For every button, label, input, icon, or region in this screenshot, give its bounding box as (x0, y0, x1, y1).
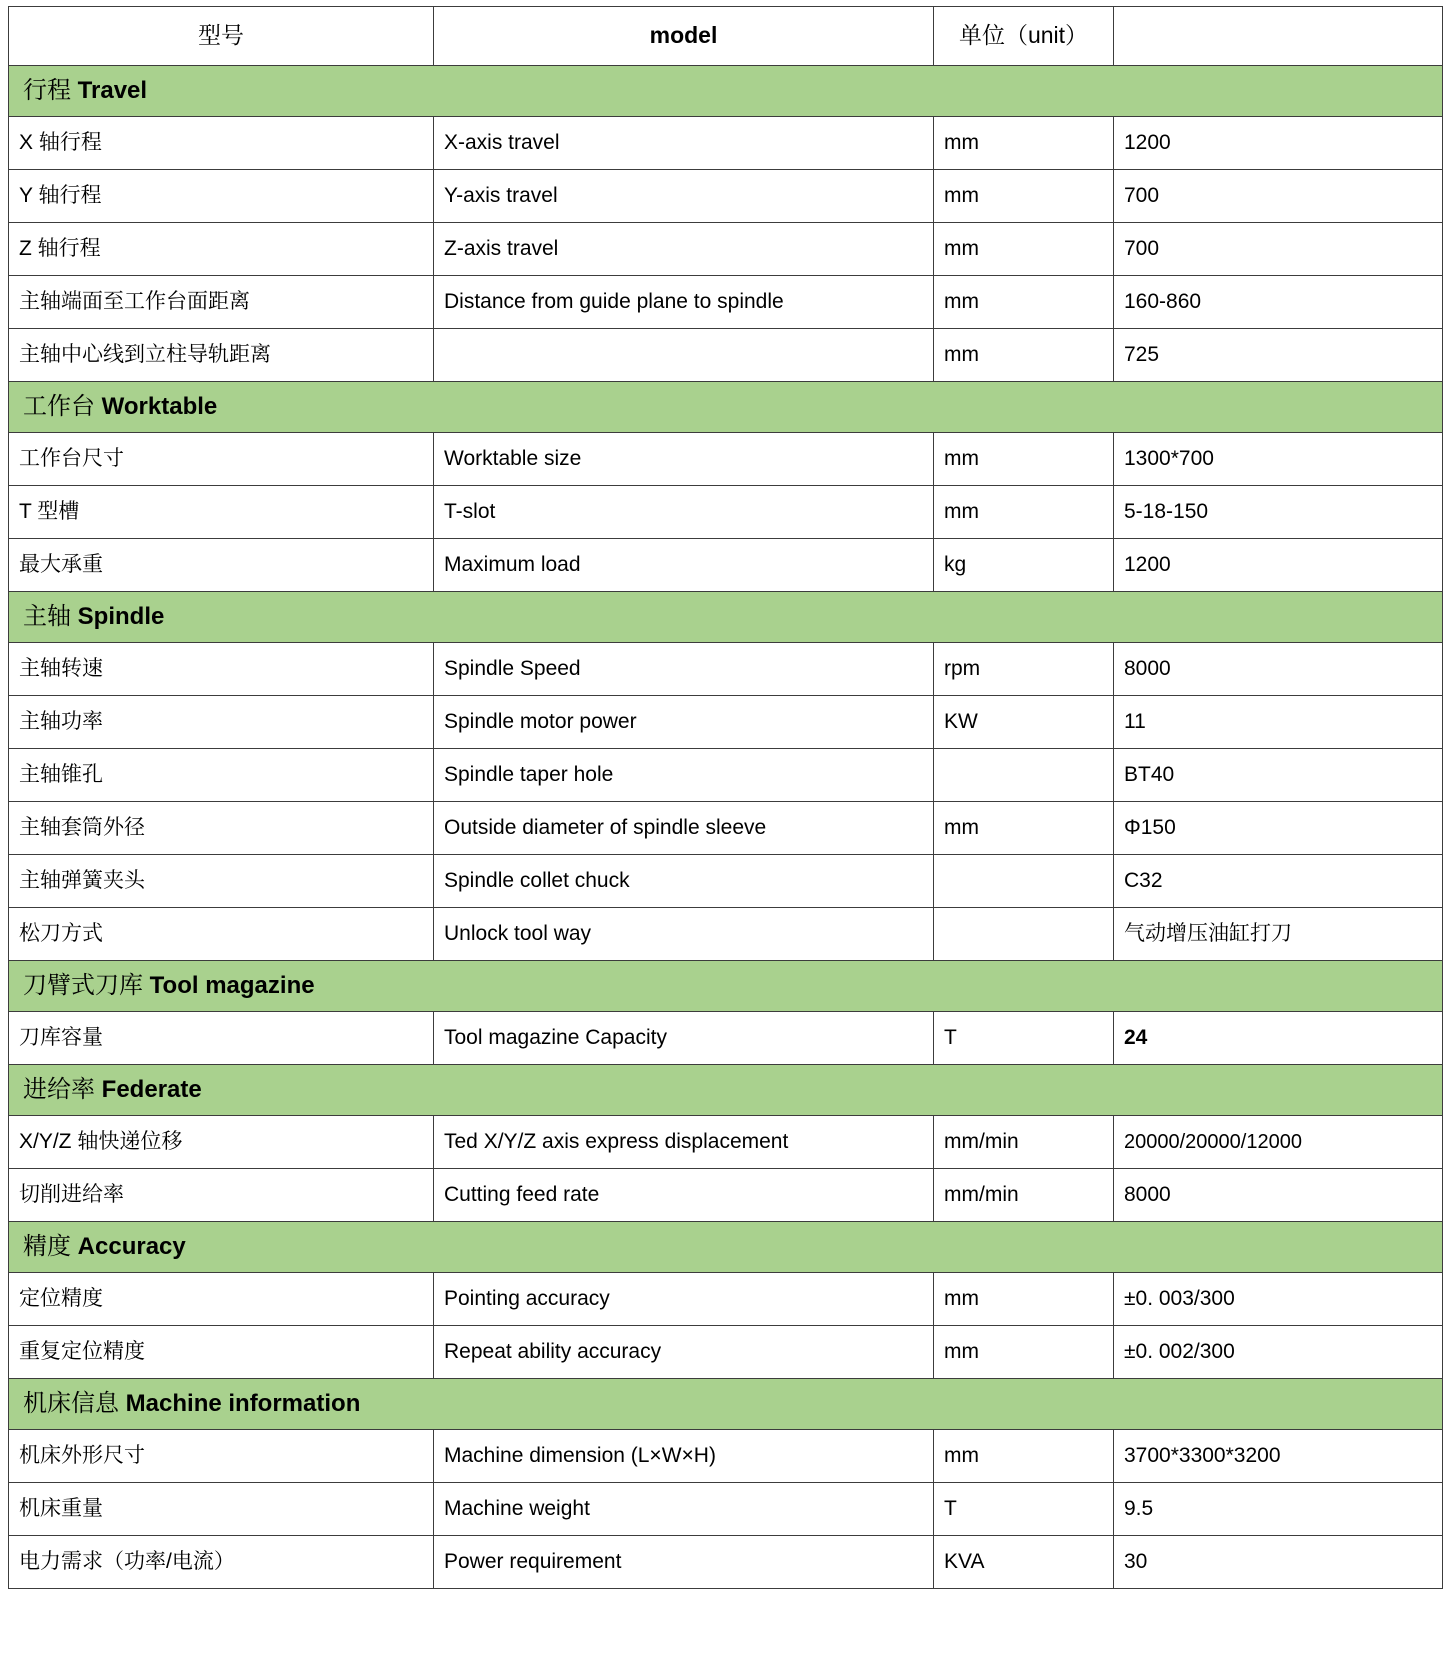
table-row (9, 1116, 1443, 1169)
table-row (9, 696, 1443, 749)
spec-name-en: Spindle Speed (434, 643, 934, 696)
spec-unit: KW (934, 696, 1114, 749)
spec-unit: KVA (934, 1536, 1114, 1589)
table-row (9, 1430, 1443, 1483)
spec-name-cn: 机床重量 (9, 1483, 434, 1536)
table-row (9, 749, 1443, 802)
spec-name-en: Y-axis travel (434, 170, 934, 223)
spec-name-cn: 主轴套筒外径 (9, 802, 434, 855)
section-title-cn: 行程 (23, 76, 71, 104)
section-title-cn: 机床信息 (23, 1389, 119, 1417)
table-row (9, 643, 1443, 696)
spec-value: ±0. 002/300 (1114, 1326, 1443, 1379)
specification-table (8, 6, 1443, 1589)
spec-value: 20000/20000/12000 (1114, 1116, 1443, 1169)
spec-name-cn: 主轴端面至工作台面距离 (9, 276, 434, 329)
table-row (9, 908, 1443, 961)
spec-value: ±0. 003/300 (1114, 1273, 1443, 1326)
header-value (1114, 7, 1443, 66)
spec-name-cn: 重复定位精度 (9, 1326, 434, 1379)
spec-unit: T (934, 1012, 1114, 1065)
section-header-row (9, 592, 1443, 643)
table-row (9, 117, 1443, 170)
section-title (9, 1379, 1443, 1430)
spec-name-en: Spindle motor power (434, 696, 934, 749)
table-row (9, 1012, 1443, 1065)
spec-value: Φ150 (1114, 802, 1443, 855)
section-title-en: Accuracy (77, 1232, 186, 1260)
section-title (9, 382, 1443, 433)
spec-name-cn: 主轴转速 (9, 643, 434, 696)
spec-unit: mm (934, 223, 1114, 276)
spec-value: 9.5 (1114, 1483, 1443, 1536)
section-title-cn: 工作台 (23, 392, 95, 420)
section-title-en: Federate (101, 1075, 202, 1103)
spec-name-cn: 主轴锥孔 (9, 749, 434, 802)
spec-name-en: Maximum load (434, 539, 934, 592)
spec-value: 3700*3300*3200 (1114, 1430, 1443, 1483)
table-row (9, 855, 1443, 908)
spec-value: 8000 (1114, 643, 1443, 696)
spec-unit: mm (934, 1326, 1114, 1379)
spec-name-cn: Y 轴行程 (9, 170, 434, 223)
header-model-en: model (434, 7, 934, 66)
spec-value: 5-18-150 (1114, 486, 1443, 539)
spec-value: 700 (1114, 170, 1443, 223)
spec-name-en: Machine dimension (L×W×H) (434, 1430, 934, 1483)
spec-name-en: Tool magazine Capacity (434, 1012, 934, 1065)
spec-unit: mm (934, 1273, 1114, 1326)
spec-name-cn: X/Y/Z 轴快递位移 (9, 1116, 434, 1169)
table-header-row (9, 7, 1443, 66)
spec-name-en (434, 329, 934, 382)
section-title-en: Worktable (101, 392, 218, 420)
table-row (9, 1483, 1443, 1536)
spec-unit: mm (934, 276, 1114, 329)
spec-name-en: T-slot (434, 486, 934, 539)
spec-name-cn: 工作台尺寸 (9, 433, 434, 486)
section-header-row (9, 1379, 1443, 1430)
spec-name-en: Machine weight (434, 1483, 934, 1536)
spec-value: C32 (1114, 855, 1443, 908)
spec-unit: mm (934, 170, 1114, 223)
section-title (9, 1065, 1443, 1116)
spec-name-cn: 机床外形尺寸 (9, 1430, 434, 1483)
section-title (9, 66, 1443, 117)
spec-name-en: X-axis travel (434, 117, 934, 170)
table-row (9, 486, 1443, 539)
spec-unit: mm/min (934, 1169, 1114, 1222)
spec-value: 气动增压油缸打刀 (1114, 908, 1443, 961)
table-row (9, 802, 1443, 855)
spec-name-en: Cutting feed rate (434, 1169, 934, 1222)
spec-unit: T (934, 1483, 1114, 1536)
table-row (9, 1169, 1443, 1222)
spec-value: 1200 (1114, 117, 1443, 170)
spec-name-en: Outside diameter of spindle sleeve (434, 802, 934, 855)
spec-unit: mm (934, 802, 1114, 855)
table-body (9, 7, 1443, 1589)
spec-name-en: Spindle taper hole (434, 749, 934, 802)
spec-unit: mm (934, 1430, 1114, 1483)
section-header-row (9, 66, 1443, 117)
spec-unit: mm (934, 433, 1114, 486)
section-title-en: Travel (77, 76, 148, 104)
section-header-row (9, 1065, 1443, 1116)
spec-name-cn: 主轴功率 (9, 696, 434, 749)
section-title (9, 961, 1443, 1012)
spec-unit (934, 855, 1114, 908)
table-row (9, 1326, 1443, 1379)
spec-name-en: Repeat ability accuracy (434, 1326, 934, 1379)
spec-name-cn: 最大承重 (9, 539, 434, 592)
table-row (9, 1536, 1443, 1589)
spec-value: 1200 (1114, 539, 1443, 592)
spec-name-cn: 电力需求（功率/电流） (9, 1536, 434, 1589)
section-title-cn: 刀臂式刀库 (23, 971, 143, 999)
table-row (9, 329, 1443, 382)
spec-name-cn: Z 轴行程 (9, 223, 434, 276)
spec-value: 700 (1114, 223, 1443, 276)
spec-unit: mm (934, 117, 1114, 170)
section-title (9, 1222, 1443, 1273)
spec-name-cn: X 轴行程 (9, 117, 434, 170)
table-row (9, 276, 1443, 329)
section-header-row (9, 1222, 1443, 1273)
section-header-row (9, 382, 1443, 433)
spec-value: 8000 (1114, 1169, 1443, 1222)
spec-value: 1300*700 (1114, 433, 1443, 486)
spec-unit (934, 749, 1114, 802)
table-row (9, 539, 1443, 592)
table-row (9, 433, 1443, 486)
spec-unit: mm/min (934, 1116, 1114, 1169)
spec-value: 11 (1114, 696, 1443, 749)
spec-name-en: Worktable size (434, 433, 934, 486)
table-row (9, 1273, 1443, 1326)
table-row (9, 170, 1443, 223)
spec-unit: mm (934, 329, 1114, 382)
spec-name-cn: 主轴弹簧夹头 (9, 855, 434, 908)
spec-name-en: Power requirement (434, 1536, 934, 1589)
spec-name-en: Ted X/Y/Z axis express displacement (434, 1116, 934, 1169)
section-header-row (9, 961, 1443, 1012)
spec-value: 725 (1114, 329, 1443, 382)
spec-name-cn: 主轴中心线到立柱导轨距离 (9, 329, 434, 382)
spec-unit: mm (934, 486, 1114, 539)
spec-value: 30 (1114, 1536, 1443, 1589)
spec-name-cn: 切削进给率 (9, 1169, 434, 1222)
spec-name-cn: 松刀方式 (9, 908, 434, 961)
header-model-cn: 型号 (9, 7, 434, 66)
section-title-en: Tool magazine (149, 971, 315, 999)
spec-name-en: Spindle collet chuck (434, 855, 934, 908)
header-unit: 单位（unit） (934, 7, 1114, 66)
spec-value: BT40 (1114, 749, 1443, 802)
spec-unit (934, 908, 1114, 961)
section-title (9, 592, 1443, 643)
section-title-en: Machine information (125, 1389, 361, 1417)
spec-name-en: Z-axis travel (434, 223, 934, 276)
spec-name-cn: 刀库容量 (9, 1012, 434, 1065)
spec-name-en: Unlock tool way (434, 908, 934, 961)
section-title-cn: 精度 (23, 1232, 71, 1260)
section-title-cn: 进给率 (23, 1075, 95, 1103)
spec-name-en: Pointing accuracy (434, 1273, 934, 1326)
spec-unit: kg (934, 539, 1114, 592)
spec-name-cn: T 型槽 (9, 486, 434, 539)
spec-value: 24 (1114, 1012, 1443, 1065)
section-title-en: Spindle (77, 602, 165, 630)
spec-unit: rpm (934, 643, 1114, 696)
section-title-cn: 主轴 (23, 602, 71, 630)
spec-name-en: Distance from guide plane to spindle (434, 276, 934, 329)
table-row (9, 223, 1443, 276)
spec-name-cn: 定位精度 (9, 1273, 434, 1326)
spec-value: 160-860 (1114, 276, 1443, 329)
